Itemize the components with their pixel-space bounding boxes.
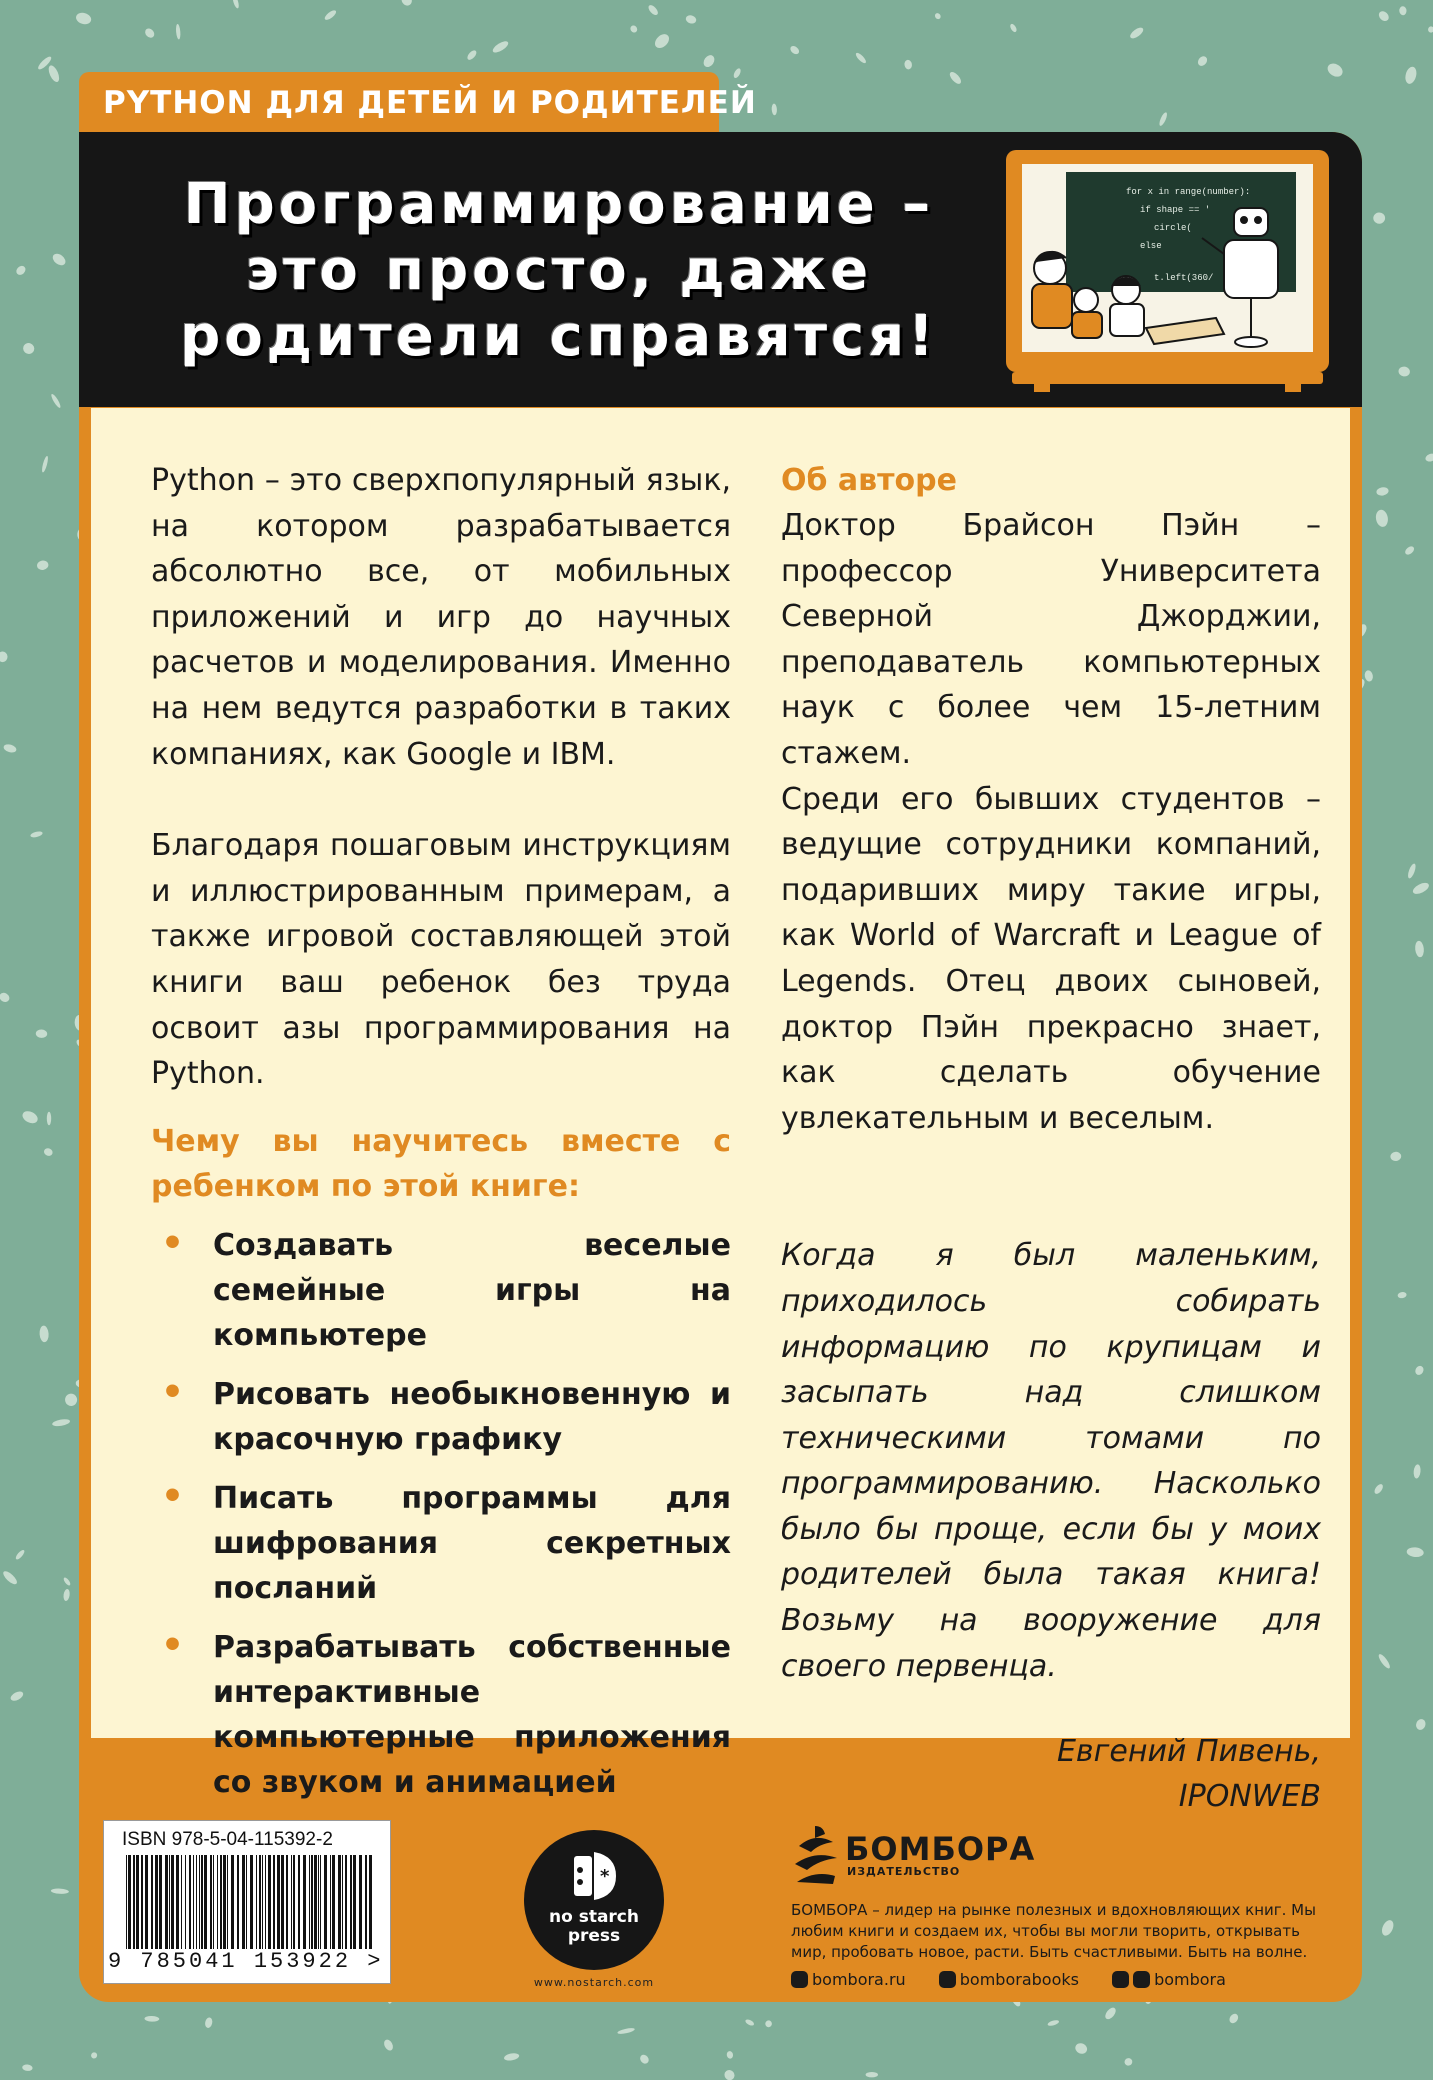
about-paragraph-2: Среди его бывших студентов – ведущие сотрудники компаний, подаривших миру такие игры, как World of Warcraft и League of Legends. Отец двоих сыновей, доктор Пэйн прекрасно знает, как сделать обучение увлекательным и веселым. — [781, 781, 1321, 1136]
right-column — [781, 458, 1321, 1819]
social-links — [791, 1970, 1331, 1989]
nostarch-logo — [524, 1830, 664, 1970]
telegram-icon — [1133, 1971, 1150, 1988]
bullet-dot-icon: • — [161, 1624, 185, 1666]
bombora-subtitle: ИЗДАТЕЛЬСТВО — [847, 1865, 961, 1878]
code-line-1: for x in range(number): — [1126, 187, 1251, 197]
nostarch-url: www.nostarch.com — [533, 1976, 655, 1989]
header-band — [79, 132, 1362, 407]
bullet-dot-icon: • — [161, 1222, 185, 1264]
quote-author: Евгений Пивень, — [1056, 1734, 1321, 1770]
benefits-paragraph: Благодаря пошаговым инструкциям и иллюстрированным примерам, а также игровой составляющей этой книги ваш ребенок без труда освоит азы программирования на Python. — [151, 828, 731, 1092]
svg-text:*: * — [600, 1866, 610, 1887]
bombora-description: БОМБОРА – лидер на рынке полезных и вдохновляющих книг. Мы любим книги и создаем их, чтобы вы могли творить, открывать мир, пробовать новое, расти. Быть счастливыми. Быть на волне. — [791, 1901, 1316, 1961]
nostarch-emblem-icon — [568, 1848, 620, 1904]
nostarch-text: no starch press — [549, 1907, 639, 1946]
barcode-icon — [126, 1855, 376, 1949]
isbn-label: ISBN 978-5-04-115392-2 — [122, 1829, 333, 1850]
headline-line-3: родители справятся! — [180, 304, 938, 369]
list-item: • Разрабатывать собственные интерактивные компьютерные приложения со звуком и анимацией — [161, 1624, 731, 1800]
left-column — [151, 458, 731, 1819]
social-item-site[interactable]: bombora.ru — [791, 1970, 920, 1989]
code-line-2: if shape == ' — [1140, 205, 1211, 215]
vk-icon — [939, 1971, 956, 1988]
code-line-3: circle( — [1154, 223, 1192, 233]
list-item: • Создавать веселые семейные игры на компьютере — [161, 1222, 731, 1353]
footer-band — [79, 1740, 1362, 2002]
bullet-dot-icon: • — [161, 1371, 185, 1413]
list-item: • Рисовать необыкновенную и красочную графику — [161, 1371, 731, 1457]
cover-card — [79, 132, 1362, 2002]
tv-illustration — [1006, 150, 1329, 392]
social-item-vk[interactable]: bomborabooks — [939, 1970, 1093, 1989]
intro-paragraph: Python – это сверхпопулярный язык, на котором разрабатывается абсолютно все, от мобильных приложений и игр до научных расчетов и моделирования. Именно на нем ведутся разработки в таких компаниях, как Google и IBM. — [151, 463, 731, 772]
headline — [139, 172, 979, 370]
about-heading: Об авторе — [781, 463, 957, 498]
isbn-barcode — [103, 1820, 391, 1984]
learn-list — [151, 1223, 731, 1805]
about-paragraph-1: Доктор Брайсон Пэйн – профессор Университета Северной Джорджии, преподаватель компьютерных наук с более чем 15-летним стажем. — [781, 508, 1321, 771]
quote-company: IPONWEB — [1178, 1779, 1321, 1815]
list-item: • Писать программы для шифрования секретных посланий — [161, 1475, 731, 1606]
series-tab: PYTHON ДЛЯ ДЕТЕЙ И РОДИТЕЛЕЙ — [79, 72, 719, 134]
social-item-messengers[interactable]: bombora — [1112, 1970, 1240, 1989]
bullet-dot-icon: • — [161, 1475, 185, 1517]
messenger-icon — [1112, 1971, 1129, 1988]
code-line-4: else — [1140, 241, 1162, 251]
globe-icon — [791, 1971, 808, 1988]
headline-line-2: это просто, даже — [245, 238, 873, 303]
headline-line-1: Программирование – — [183, 172, 935, 237]
testimonial-quote: Когда я был маленьким, приходилось собирать информацию по крупицам и засыпать над слишком техническими томами по программированию. Насколько было бы проще, если бы у моих родителей была такая книга! Возьму на вооружение для своего первенца. — [781, 1238, 1321, 1684]
code-line-5: t.left(360/ — [1154, 273, 1214, 283]
bombora-wave-logo-icon — [793, 1824, 839, 1886]
learn-heading: Чему вы научитесь вместе с ребенком по этой книге: — [151, 1123, 731, 1204]
bombora-name: БОМБОРА — [845, 1830, 1036, 1868]
content-panel — [91, 408, 1350, 1815]
isbn-digits: 9 785041 153922 > — [108, 1949, 384, 1974]
